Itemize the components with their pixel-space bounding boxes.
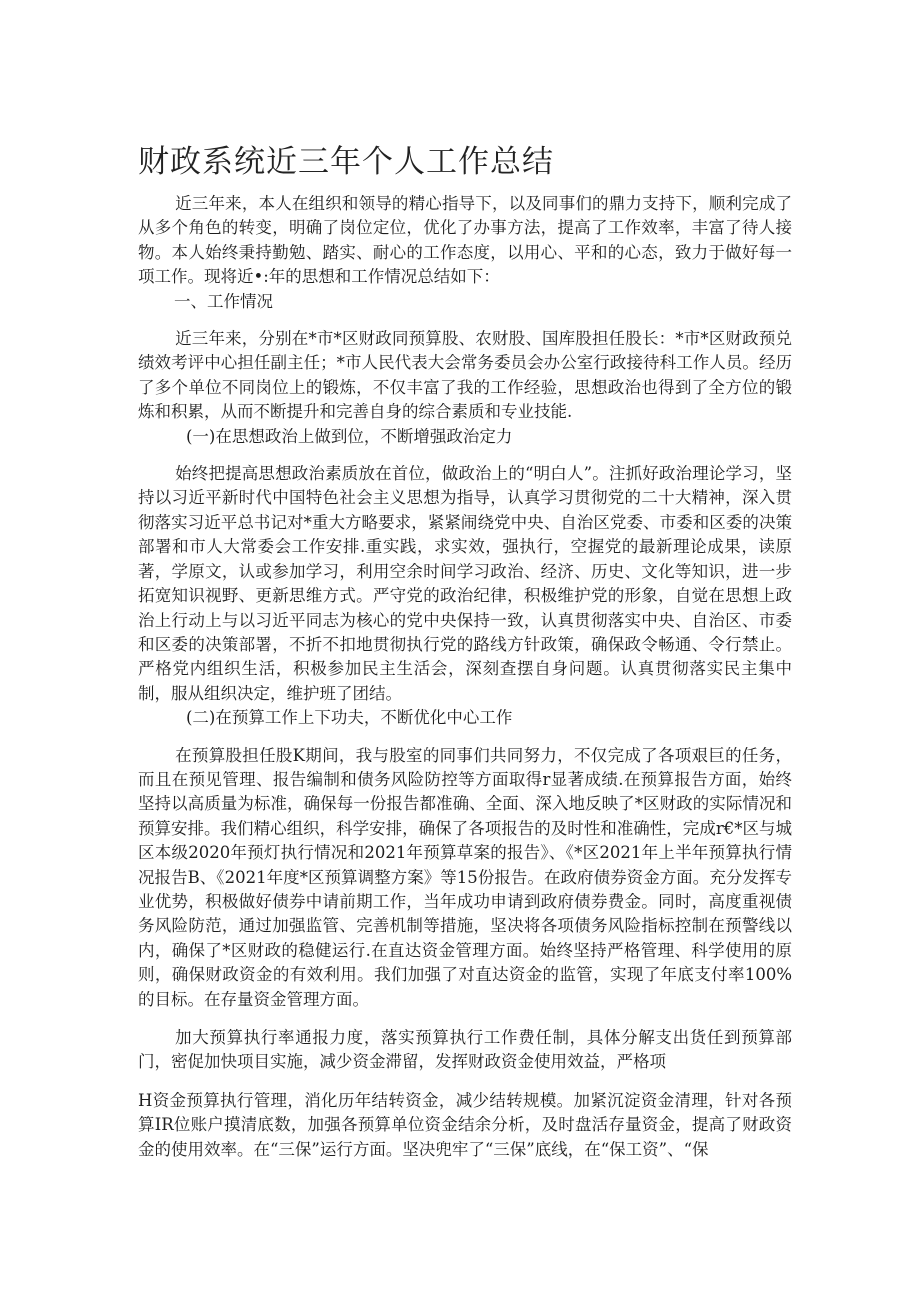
intro-paragraph: 近三年来，本人在组织和领导的精心指导下，以及同事们的鼎力支持下，顺利完成了从多个角色的转变，明确了岗位定位，优化了办事方法，提高了工作效率，丰富了待人接物。本人始终秉持勤勉、踏实、耐心的工作态度，以用心、平和的心态，致力于做好每一项工作。现将近•:年的思想和工作情况总结如下： — [138, 194, 792, 287]
document-title: 财政系统近三年个人工作总结 — [138, 144, 554, 180]
subsection-heading-political: (一)在思想政治上做到位，不断增强政治定力 — [186, 426, 513, 446]
subsection-heading-budget: (二)在预算工作上下功夫，不断优化中心工作 — [186, 708, 513, 728]
document-body — [138, 192, 792, 1162]
section-heading-work-status: 一、工作情况 — [174, 291, 273, 311]
budget-execution-paragraph: 加大预算执行率通报力度，落实预算执行工作费任制，具体分解支出货任到预算部门，密促加快项目实施，减少资金滞留，发挥财政资金使用效益，严格项 — [138, 1028, 792, 1072]
funds-management-paragraph: H资金预算执行管理，消化历年结转资金，减少结转规模。加紧沉淀资金清理，针对各预算IR位账户摸清底数，加强各预算单位资金结余分析，及时盘活存量资金，提高了财政资金的使用效率。在“三保”运行方面。坚决兜牢了“三保”底线，在“保工资”、“保 — [138, 1090, 792, 1159]
budget-paragraph: 在预算股担任股K期间，我与股室的同事们共同努力，不仅完成了各项艰巨的任务，而且在预见管理、报告编制和债务风险防控等方面取得r显著成绩.在预算报告方面，始终坚持以高质量为标准，确保每一份报告都准确、全面、深入地反映了*区财政的实际情况和预算安排。我们精心组织，科学安排，确保了各项报告的及时性和准确性，完成r€*区与城区本级2020年预灯执行情况和2021年预算草案的报告》、《*区2021年上半年预算执行情况报告B、《2021年度*区预算调整方案》等15份报告。在政府债券资金方面。充分发挥专业优势，积极做好债券中请前期工作，当年成功申请到政府债券费金。同时，高度重视债务风险防范，通过加强监管、完善机制等措施，坚决将各项债务风险指标控制在预警线以内，确保了*区财政的稳健运行.在直达资金管理方面。始终坚持严格管理、科学使用的原则，确保财政资金的有效利用。我们加强了对直达资金的监管，实现了年底支付率100%的目标。在存量资金管理方面。 — [138, 745, 792, 1009]
work-status-paragraph: 近三年来，分别在*市*区财政同预算股、农财股、国库股担任股长：*市*区财政预兑绩效考评中心担任副主任；*市人民代表大会常务委员会办公室行政接待科工作人员。经历了多个单位不同岗位上的锻炼，不仅丰富了我的工作经验，思想政治也得到了全方位的锻炼和积累，从而不断提升和完善自身的综合素质和专业技能. — [138, 329, 792, 422]
political-paragraph: 始终把提高思想政治素质放在首位，做政治上的“明白人”。注抓好政治理论学习，坚持以习近平新时代中国特色社会主义思想为指导，认真学习贯彻党的二十大精神，深入贯彻落实习近平总书记对*重大方略要求，紧紧闹绕党中央、自治区党委、市委和区委的决策部署和市人大常委会工作安排.重实践，求实效，强执行，空握党的最新理论成果，读原著，学原文，认或参加学习，利用空余时间学习政治、经济、历史、文化等知识，进一步拓宽知识视野、更新思维方式。严守党的政治纪律，积极维护党的形象，自觉在思想上政治上行动上与以习近平同志为核心的党中央保持一致，认真贯彻落实中央、自治区、市委和区委的决策部署，不折不扣地贯彻执行党的路线方针政策，确保政令畅通、令行禁止。严格党内组织生活，积极参加民主生活会，深刻查摆自身问题。认真贯彻落实民主集中制，服从组织决定，维护班了团结。 — [138, 464, 792, 703]
